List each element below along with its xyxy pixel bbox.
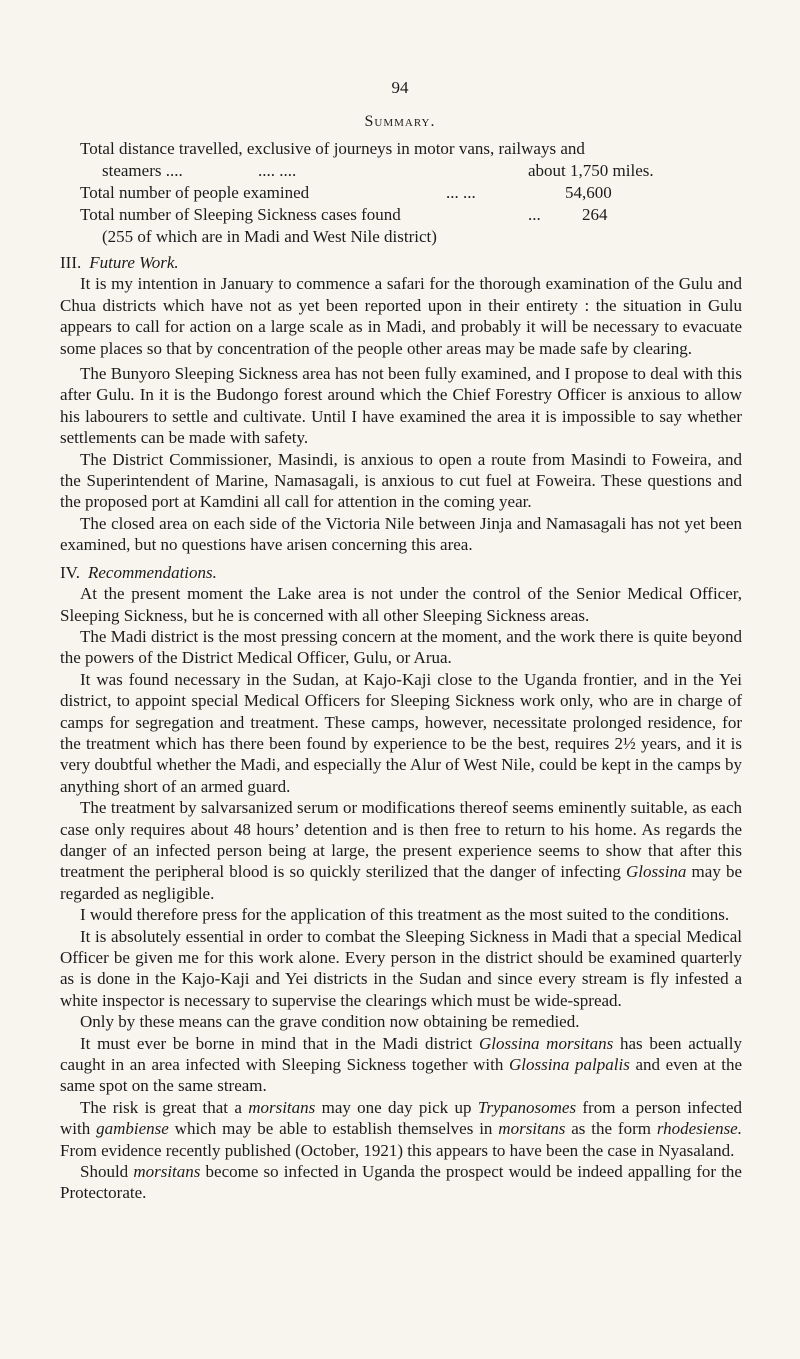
summary-line-people-label: Total number of people examined xyxy=(80,183,310,202)
summary-line-steamers-dots: .... .... xyxy=(258,161,297,180)
paragraph: It must ever be borne in mind that in the Madi district Glossina morsitans has been actually caught in an area infected with Sleeping Sickness together with Glossina palpalis and even at the same spot on the same stream. xyxy=(60,1033,743,1096)
section-heading-future-work xyxy=(60,252,742,273)
section-number: III. xyxy=(60,253,82,272)
paragraph: At the present moment the Lake area is not under the control of the Senior Medical Officer, Sleeping Sickness, but he is concerned with all other Sleeping Sickness areas. xyxy=(60,584,742,625)
summary-line-people-dots: ... ... xyxy=(446,183,476,202)
section-title: Future Work. xyxy=(89,253,179,272)
paragraph: Should morsitans become so infected in Uganda the prospect would be indeed appalling for the Protectorate. xyxy=(60,1162,742,1203)
summary-line-distance: Total distance travelled, exclusive of journeys in motor vans, railways and xyxy=(80,139,585,158)
summary-value-distance: about 1,750 miles. xyxy=(528,161,654,180)
summary-line-note: (255 of which are in Madi and West Nile district) xyxy=(102,227,437,246)
summary-value-cases: 264 xyxy=(582,205,608,224)
paragraph: The District Commissioner, Masindi, is anxious to open a route from Masindi to Foweira, and the Superintendent of Marine, Namasagali, is anxious to cut fuel at Foweira. These questions and the proposed port at Kamdini all call for attention in the coming year. xyxy=(60,449,742,512)
page-number: 94 xyxy=(391,78,409,97)
paragraph: The closed area on each side of the Victoria Nile between Jinja and Namasagali has not yet been examined, but no questions have arisen concerning this area. xyxy=(60,513,742,555)
paragraph: The Madi district is the most pressing concern at the moment, and the work there is quite beyond the powers of the District Medical Officer, Gulu, or Arua. xyxy=(60,626,742,668)
summary-value-people: 54,600 xyxy=(565,183,612,202)
paragraph: The risk is great that a morsitans may one day pick up Trypanosomes from a person infected with gambiense which may be able to establish themselves in morsitans as the form rhodesiense. From evidence recently published (October, 1921) this appears to have been the case in Nyasaland. xyxy=(60,1097,742,1160)
section-number: IV. xyxy=(60,562,80,582)
paragraph: It was found necessary in the Sudan, at Kajo-Kaji close to the Uganda frontier, and in the Yei district, to appoint special Medical Officers for Sleeping Sickness work only, who are in charge of camps for segregation and treatment. These camps, however, necessitate prolonged residence, for the treatment which has there been found by experience to be the best, requires 2½ years, and it is very doubtful whether the Madi, and especially the Alur of West Nile, could be kept in the camps by anything short of an armed guard. xyxy=(60,669,742,796)
paragraph: The Bunyoro Sleeping Sickness area has not been fully examined, and I propose to deal with this after Gulu. In it is the Budongo forest around which the Chief Forestry Officer is anxious to allow his labourers to settle and cultivate. Until I have examined the area it is impossible to say whether settlements can be made with safety. xyxy=(60,364,742,448)
paragraph: It is absolutely essential in order to combat the Sleeping Sickness in Madi that a special Medical Officer be given me for this work alone. Every person in the district should be examined quarterly as is done in the Kajo-Kaji and Yei districts in the Sudan and since every stream is fly infested a white inspector is necessary to supervise the clearings which must be wide-spread. xyxy=(60,926,742,1010)
summary-line-cases-dots: ... xyxy=(528,205,541,224)
summary-line-steamers-label: steamers .... xyxy=(102,161,183,180)
main-text xyxy=(60,252,742,1204)
paragraph: It is my intention in January to commence a safari for the thorough examination of the Gulu and Chua districts which have not as yet been reported upon in their entirety : the situation in Gulu appears to call for action on a large scale as in Madi, and probably it will be necessary to evacuate some places so that by concentration of the people other areas may be made safe by clearing. xyxy=(60,274,742,358)
paragraph: I would therefore press for the application of this treatment as the most suited to the conditions. xyxy=(80,905,730,925)
paragraph: The treatment by salvarsanized serum or modifications thereof seems eminently suitable, as each case only requires about 48 hours’ detention and is then free to return to his home. As regards the danger of an infected person being at large, the present experience seems to show that after this treatment the peripheral blood is so quickly sterilized that the danger of infecting Glossina may be regarded as negligible. xyxy=(60,798,742,903)
section-heading-recommendations xyxy=(60,562,742,583)
section-title: Recommendations. xyxy=(88,562,217,582)
summary-heading: Summary. xyxy=(364,113,436,130)
summary-line-cases-label: Total number of Sleeping Sickness cases found xyxy=(80,205,401,224)
paragraph: Only by these means can the grave condition now obtaining be remedied. xyxy=(80,1012,580,1032)
